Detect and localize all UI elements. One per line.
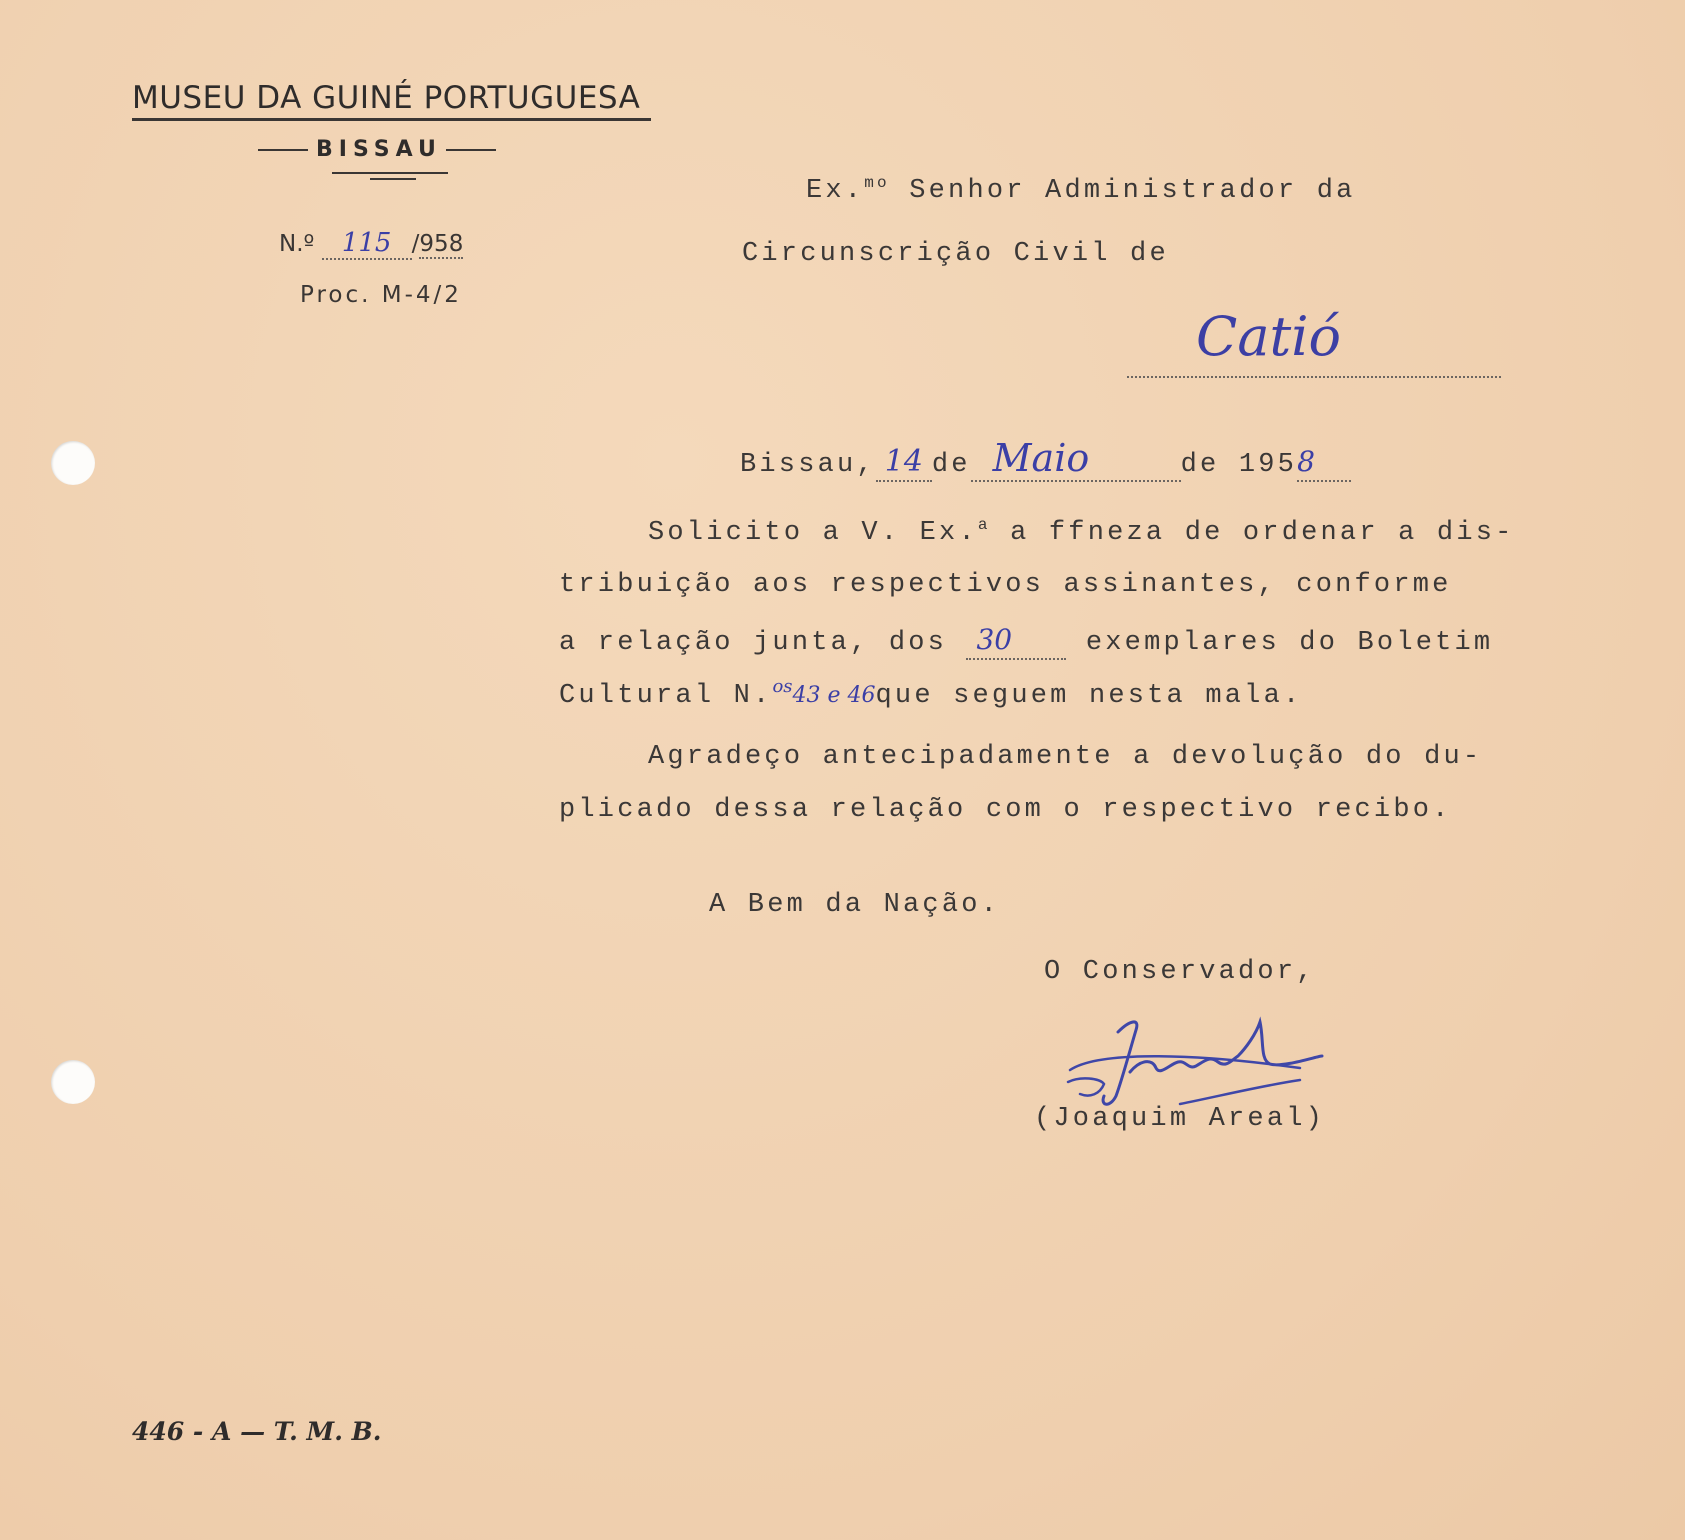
body-line-1 [648, 516, 1515, 548]
body-line-2: tribuição aos respectivos assinantes, conforme [559, 570, 1452, 600]
number-year: 958 [419, 231, 464, 257]
number-prefix: N.º [279, 231, 315, 257]
signatory-title: O Conservador, [1044, 957, 1316, 987]
addressee-line-1-text: Senhor Administrador da [909, 176, 1356, 206]
city-rule-left [258, 149, 308, 151]
copies-count-handwritten: 30 [976, 623, 1013, 656]
bulletin-numbers-handwritten: 43 e 46 [792, 683, 876, 708]
body-line-4 [559, 676, 1302, 711]
signatory-name: (Joaquim Areal) [1034, 1104, 1326, 1134]
body-line-3-a: a relação junta, dos [559, 628, 948, 658]
body-line-6: plicado dessa relação com o respectivo recibo. [559, 795, 1452, 825]
closing-salutation: A Bem da Nação. [709, 890, 1001, 920]
city-name: BISSAU [316, 137, 442, 162]
body-line-4-b: que seguem nesta mala. [875, 681, 1303, 711]
number-handwritten: 115 [341, 228, 392, 258]
body-line-5: Agradeço antecipadamente a devolução do du- [648, 742, 1483, 772]
date-de-1: de [931, 450, 971, 480]
city-underline [332, 172, 448, 174]
addressee-title-sup: mo [864, 174, 890, 192]
date-year-prefix: 195 [1238, 450, 1298, 480]
body-line-3 [559, 623, 1493, 660]
place-handwritten: Catió [1196, 305, 1341, 368]
date-line [740, 436, 1351, 482]
city-rule-right [446, 149, 496, 151]
date-city: Bissau, [740, 450, 876, 480]
addressee-title: Ex. [806, 176, 865, 206]
reference-number: N.º 115 /958 [279, 228, 464, 258]
letterhead-rule [132, 118, 651, 121]
institution-name: MUSEU DA GUINÉ PORTUGUESA [132, 80, 641, 116]
date-day: 14 [884, 444, 923, 479]
body-line-1-b: a ffneza de ordenar a dis- [1010, 518, 1515, 548]
date-de-2: de [1180, 450, 1220, 480]
body-line-4-a: Cultural N. [559, 681, 773, 711]
addressee-line-2: Circunscrição Civil de [742, 239, 1169, 269]
city-line [258, 137, 496, 162]
punch-hole-bottom [51, 1060, 95, 1104]
process-reference: Proc. M-4/2 [300, 282, 462, 308]
addressee-line-1 [806, 174, 1356, 206]
form-code: 446 - A — T. M. B. [132, 1417, 382, 1446]
punch-hole-top [51, 441, 95, 485]
bulletin-numbers-sup: os [772, 676, 793, 697]
date-month: Maio [992, 436, 1090, 480]
place-dotted-line [1127, 376, 1501, 378]
body-line-1-sup: a [977, 516, 991, 534]
body-line-1-a: Solicito a V. Ex. [648, 518, 978, 548]
date-year-digit: 8 [1297, 445, 1315, 478]
city-underline-short [370, 178, 416, 180]
body-line-3-b: exemplares do Boletim [1085, 628, 1494, 658]
